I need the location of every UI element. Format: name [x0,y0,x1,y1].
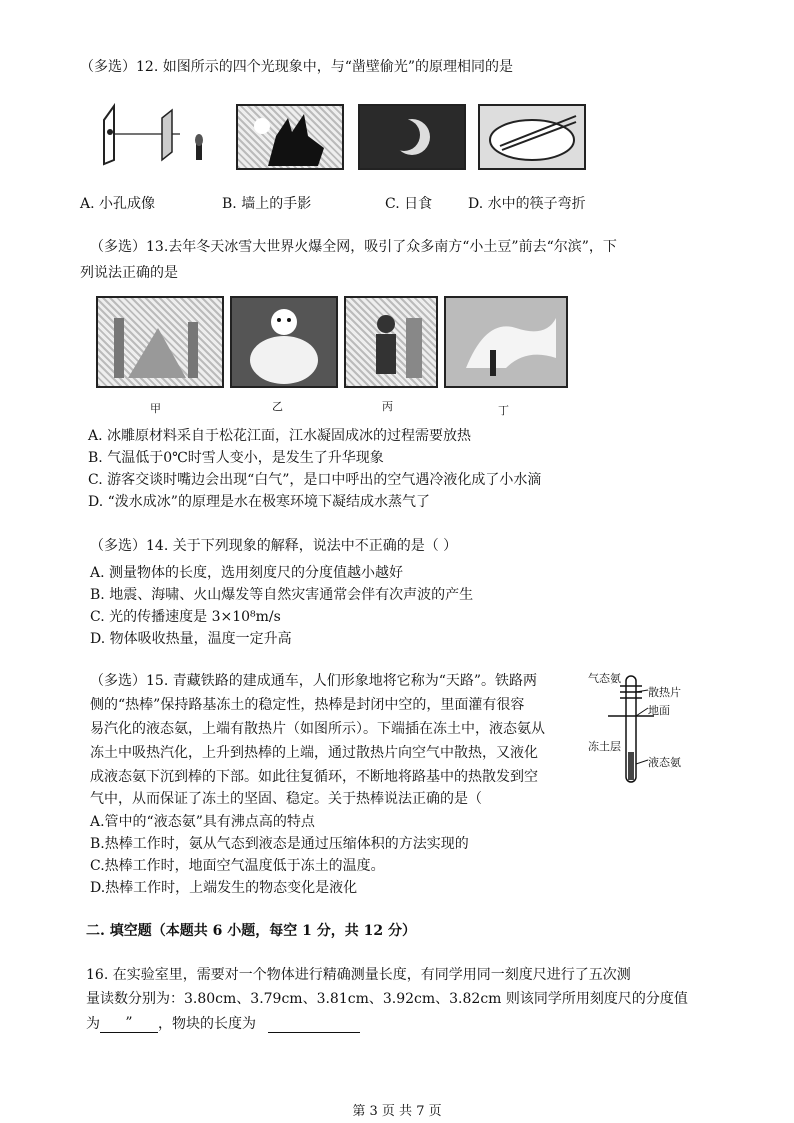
diagram-soil-label: 冻土层 [588,740,621,753]
q13-pic-yi [230,296,338,388]
q15-option-c[interactable]: C.热棒工作时，地面空气温度低于冻土的温度。 [90,858,385,874]
q12-option-b[interactable]: B. 墙上的手影 [222,196,312,212]
q16-blank-mark: ” [125,1015,133,1031]
q13-stem-line2: 列说法正确的是 [80,265,178,281]
q16-line-3-prefix: 为 [86,1016,100,1032]
q15-option-b[interactable]: B.热棒工作时，氨从气态到液态是通过压缩体积的方法实现的 [90,836,469,852]
q15-line-2: 侧的“热棒”保持路基冻土的稳定性，热棒是封闭中空的，里面灌有很容 [90,697,525,713]
q13-caption-yi: 乙 [272,400,283,413]
q15-line-4: 冻土中吸热汽化，上升到热棒的上端，通过散热片向空气中散热，又液化 [90,745,538,761]
q12-pic-eclipse [358,104,466,170]
diagram-liquid-label: 液态氨 [648,756,681,769]
q16-line-3 [86,1014,360,1033]
q16-line-2: 量读数分别为：3.80cm、3.79cm、3.81cm、3.92cm、3.82cm 则该同学所用刻度尺的分度值 [86,991,688,1007]
q15-option-d[interactable]: D.热棒工作时，上端发生的物态变化是液化 [90,880,358,896]
q15-line-6: 气中，从而保证了冻土的坚固、稳定。关于热棒说法正确的是（ [90,791,482,807]
q15-line-3: 易汽化的液态氨，上端有散热片（如图所示）。下端插在冻土中，液态氨从 [90,721,545,737]
q13-caption-ding: 丁 [498,404,509,417]
q16-blank-division-value[interactable] [100,1014,158,1033]
q15-option-a[interactable]: A.管中的“液态氨”具有沸点高的特点 [90,814,315,830]
q13-pic-jia [96,296,224,388]
q13-pic-bing [344,296,438,388]
q13-pic-ding [444,296,568,388]
q12-option-a[interactable]: A. 小孔成像 [80,196,156,212]
q16-line-1: 16. 在实验室里，需要对一个物体进行精确测量长度，有同学用同一刻度尺进行了五次测 [86,967,631,983]
section-2-title: 二. 填空题（本题共 6 小题，每空 1 分，共 12 分） [86,923,416,939]
q13-caption-bing: 丙 [382,400,393,413]
q13-option-b[interactable]: B. 气温低于0℃时雪人变小，是发生了升华现象 [88,450,384,466]
q15-line-5: 成液态氨下沉到棒的下部。如此往复循环，不断地将路基中的热散发到空 [90,769,538,785]
q14-option-a[interactable]: A. 测量物体的长度，选用刻度尺的分度值越小越好 [90,565,404,581]
diagram-ground-label: 地面 [648,704,670,717]
diagram-gas-label: 气态氨 [588,672,621,685]
page-footer: 第 3 页 共 7 页 [352,1104,442,1119]
q13-option-d[interactable]: D. “泼水成冰”的原理是水在极寒环境下凝结成水蒸气了 [88,494,430,510]
q14-option-d[interactable]: D. 物体吸收热量，温度一定升高 [90,631,292,647]
q13-caption-jia: 甲 [150,402,161,415]
q12-pic-pinhole [100,100,218,168]
q14-option-b[interactable]: B. 地震、海啸、火山爆发等自然灾害通常会伴有次声波的产生 [90,587,474,603]
q13-stem-line1: （多选）13.去年冬天冰雪大世界火爆全网，吸引了众多南方“小土豆”前去“尔滨”，下 [90,239,617,255]
q12-stem: （多选）12. 如图所示的四个光现象中，与“凿壁偷光”的原理相同的是 [80,59,514,75]
q14-option-c[interactable]: C. 光的传播速度是 3×10⁸m/s [90,609,281,625]
q15-line-1: （多选）15. 青藏铁路的建成通车，人们形象地将它称为“天路”。铁路两 [90,673,538,689]
heat-pipe-diagram [588,668,698,788]
q12-option-c[interactable]: C. 日食 [385,196,433,212]
q13-option-a[interactable]: A. 冰雕原材料采自于松花江面，江水凝固成冰的过程需要放热 [88,428,472,444]
q13-option-c[interactable]: C. 游客交谈时嘴边会出现“白气”，是口中呼出的空气遇冷液化成了小水滴 [88,472,542,488]
diagram-fin-label: 散热片 [648,686,681,699]
q14-stem: （多选）14. 关于下列现象的解释，说法中不正确的是（ ） [90,538,458,554]
q12-pic-chopsticks [478,104,586,170]
q16-blank-length[interactable] [268,1016,360,1033]
q12-pic-handshadow [236,104,344,170]
q12-option-d[interactable]: D. 水中的筷子弯折 [468,196,586,212]
q16-line-3-mid: ，物块的长度为 [158,1016,256,1032]
